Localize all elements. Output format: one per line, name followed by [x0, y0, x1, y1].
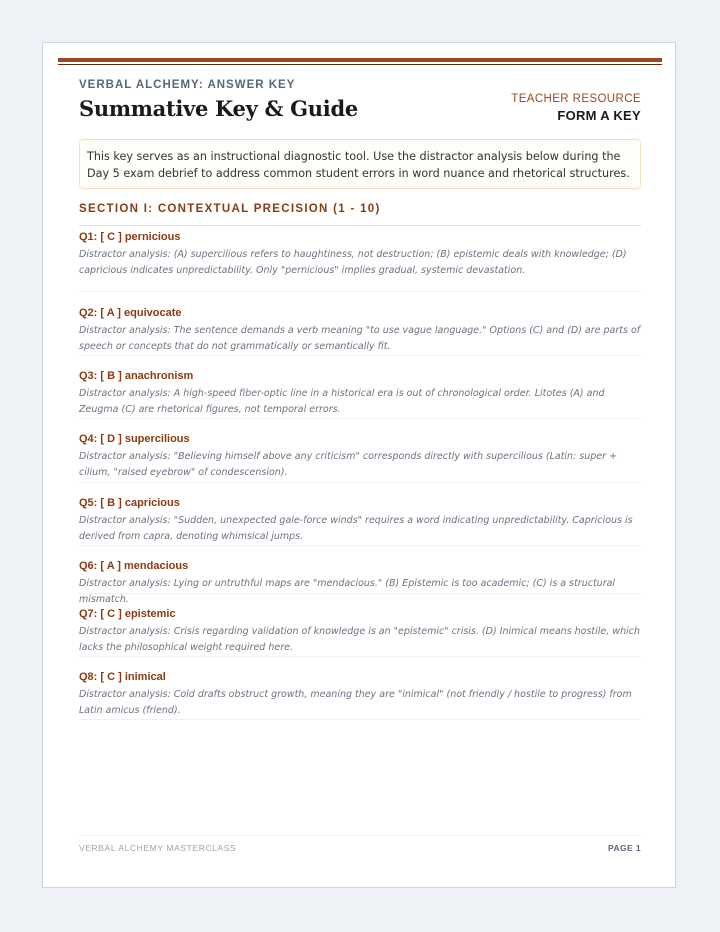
question-item [79, 594, 641, 657]
distractor-analysis: Distractor analysis: Crisis regarding validation of knowledge is an "epistemic" crisis. (D) Inimical means hostile, which lacks the philosophical weight required here. [79, 626, 640, 653]
header-rule-thick [58, 58, 662, 62]
distractor-analysis: Distractor analysis: Cold drafts obstruct growth, meaning they are "inimical" (not friendly / hostile to progress) from Latin amicus (friend). [79, 689, 632, 716]
footer-divider [79, 835, 641, 836]
intro-callout: This key serves as an instructional diagnostic tool. Use the distractor analysis below during the Day 5 exam debrief to address common student errors in word nuance and rhetorical structures. [79, 139, 641, 189]
question-item [79, 229, 641, 292]
question-label: Q8: [ C ] inimical [79, 671, 166, 683]
question-label: Q1: [ C ] pernicious [79, 231, 181, 243]
page-number: PAGE 1 [608, 843, 641, 853]
document-header [79, 79, 641, 125]
question-item [79, 419, 641, 483]
question-label: Q4: [ D ] supercilious [79, 433, 190, 445]
question-label: Q3: [ B ] anachronism [79, 370, 194, 382]
distractor-analysis: Distractor analysis: "Sudden, unexpected gale-force winds" requires a word indicating unpredictability. Capricious is derived from capra, denoting whimsical jumps. [79, 515, 633, 542]
resource-label: TEACHER RESOURCE [511, 93, 641, 105]
question-label: Q7: [ C ] epistemic [79, 608, 176, 620]
section-title: SECTION I: CONTEXTUAL PRECISION (1 - 10) [79, 203, 641, 226]
page-title: Summative Key & Guide [79, 96, 358, 121]
footer-brand: VERBAL ALCHEMY MASTERCLASS [79, 843, 237, 853]
distractor-analysis: Distractor analysis: (A) supercilious refers to haughtiness, not destruction; (B) epistemic deals with knowledge; (D) capricious indicates unpredictability. Only "pernicious" implies gradual, systemic devastation. [79, 249, 627, 276]
question-item [79, 657, 641, 720]
question-item [79, 292, 641, 356]
distractor-analysis: Distractor analysis: Lying or untruthful maps are "mendacious." (B) Epistemic is too academic; (C) is a structural mismatch. [79, 578, 616, 605]
form-label: FORM A KEY [557, 108, 641, 123]
question-item [79, 483, 641, 546]
question-label: Q2: [ A ] equivocate [79, 307, 182, 319]
distractor-analysis: Distractor analysis: A high-speed fiber-optic line in a historical era is out of chronological order. Litotes (A) and Zeugma (C) are rhetorical figures, not temporal errors. [79, 388, 605, 415]
document-page [42, 42, 676, 888]
distractor-analysis: Distractor analysis: The sentence demands a verb meaning "to use vague language." Options (C) and (D) are parts of speech or concepts that do not grammatically or semantically fit. [79, 325, 641, 352]
header-rule-thin [58, 64, 662, 65]
question-label: Q6: [ A ] mendacious [79, 560, 189, 572]
question-item [79, 546, 641, 605]
document-eyebrow: VERBAL ALCHEMY: ANSWER KEY [79, 79, 296, 91]
distractor-analysis: Distractor analysis: "Believing himself above any criticism" corresponds directly with supercilious (Latin: super + cilium, "raised eyebrow" of condescension). [79, 451, 618, 478]
question-list [79, 229, 641, 720]
question-label: Q5: [ B ] capricious [79, 497, 180, 509]
question-item [79, 356, 641, 419]
